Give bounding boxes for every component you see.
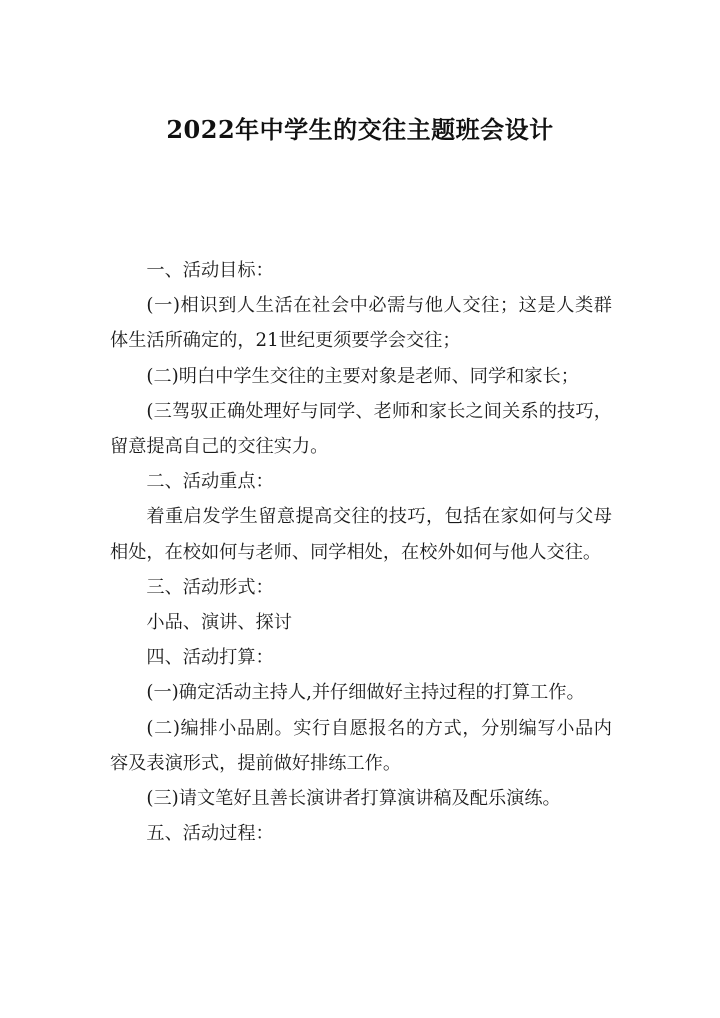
heading-activity-form: 三、活动形式： [146,576,274,598]
heading-activity-process: 五、活动过程： [146,823,274,845]
heading-activity-preparation: 四、活动打算： [146,647,274,669]
goal-item-3: (三驾驭正确处理好与同学、老师和家长之间关系的技巧，留意提高自己的交往实力。 [110,400,612,458]
preparation-item-1: (一)确定活动主持人,并仔细做好主持过程的打算工作。 [146,682,585,704]
document-title: 2022年中学生的交往主题班会设计 [166,115,554,144]
goal-item-1: (一)相识到人生活在社会中必需与他人交往；这是人类群体生活所确定的，21世纪更须要学会交往； [110,295,612,352]
preparation-item-3: (三)请文笔好且善长演讲者打算演讲稿及配乐演练。 [146,788,561,810]
preparation-item-2: (二)编排小品剧。实行自愿报名的方式，分别编写小品内容及表演形式，提前做好排练工作。 [110,717,612,774]
heading-activity-focus: 二、活动重点： [146,471,274,493]
heading-activity-goals: 一、活动目标： [146,260,274,281]
form-paragraph: 小品、演讲、探讨 [146,612,292,634]
document-body [110,253,612,851]
focus-paragraph: 着重启发学生留意提高交往的技巧，包括在家如何与父母相处，在校如何与老师、同学相处，在校外如何与他人交往。 [110,506,612,563]
goal-item-2: (二)明白中学生交往的主要对象是老师、同学和家长； [146,365,579,387]
